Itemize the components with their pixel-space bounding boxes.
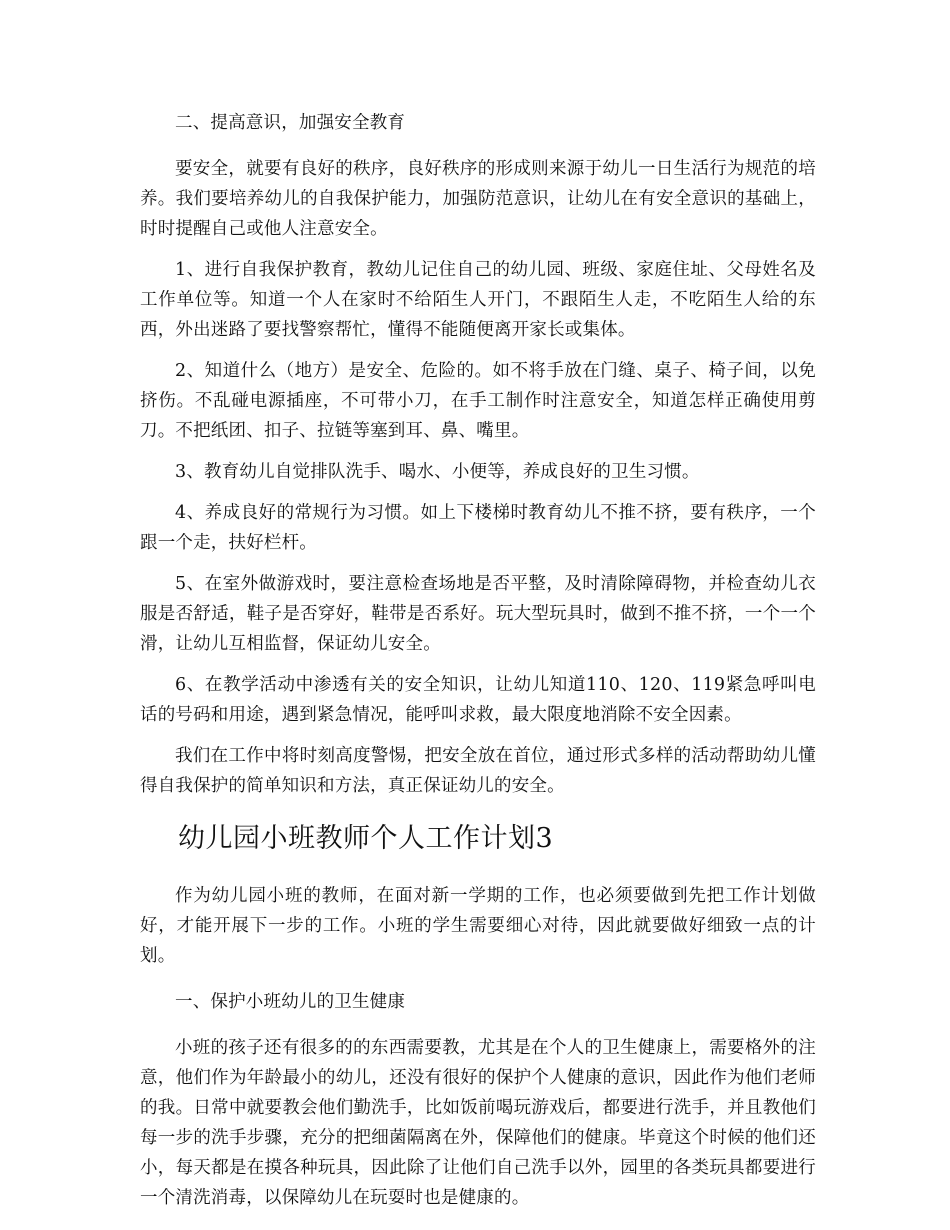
body-paragraph: 作为幼儿园小班的教师，在面对新一学期的工作，也必须要做到先把工作计划做好，才能开展下一步的工作。小班的学生需要细心对待，因此就要做好细致一点的计划。 — [140, 886, 816, 966]
list-item: 1、进行自我保护教育，教幼儿记住自己的幼儿园、班级、家庭住址、父母姓名及工作单位等。知道一个人在家时不给陌生人开门，不跟陌生人走，不吃陌生人给的东西，外出迷路了要找警察帮忙，懂得不能随便离开家长或集体。 — [140, 260, 816, 340]
list-item: 4、养成良好的常规行为习惯。如上下楼梯时教育幼儿不推不挤，要有秩序，一个跟一个走，扶好栏杆。 — [140, 503, 816, 553]
document-page — [140, 108, 816, 1213]
list-item: 5、在室外做游戏时，要注意检查场地是否平整，及时清除障碍物，并检查幼儿衣服是否舒适，鞋子是否穿好，鞋带是否系好。玩大型玩具时，做到不推不挤，一个一个滑，让幼儿互相监督，保证幼儿安全。 — [140, 574, 816, 654]
body-paragraph: 我们在工作中将时刻高度警惕，把安全放在首位，通过形式多样的活动帮助幼儿懂得自我保护的简单知识和方法，真正保证幼儿的安全。 — [140, 746, 816, 796]
section-heading: 二、提高意识，加强安全教育 — [175, 113, 406, 133]
list-item: 3、教育幼儿自觉排队洗手、喝水、小便等，养成良好的卫生习惯。 — [175, 462, 700, 482]
list-item: 2、知道什么（地方）是安全、危险的。如不将手放在门缝、桌子、椅子间，以免挤伤。不乱碰电源插座，不可带小刀，在手工制作时注意安全，知道怎样正确使用剪刀。不把纸团、扣子、拉链等塞到耳、鼻、嘴里。 — [140, 361, 816, 441]
section-heading: 一、保护小班幼儿的卫生健康 — [175, 992, 406, 1012]
body-paragraph: 小班的孩子还有很多的的东西需要教，尤其是在个人的卫生健康上，需要格外的注意，他们作为年龄最小的幼儿，还没有很好的保护个人健康的意识，因此作为他们老师的我。日常中就要教会他们勤洗手，比如饭前喝玩游戏后，都要进行洗手，并且教他们每一步的洗手步骤，充分的把细菌隔离在外，保障他们的健康。毕竟这个时候的他们还小，每天都是在摸各种玩具，因此除了让他们自己洗手以外，园里的各类玩具都要进行一个清洗消毒，以保障幼儿在玩耍时也是健康的。 — [140, 1038, 816, 1208]
body-paragraph: 要安全，就要有良好的秩序，良好秩序的形成则来源于幼儿一日生活行为规范的培养。我们要培养幼儿的自我保护能力，加强防范意识，让幼儿在有安全意识的基础上，时时提醒自己或他人注意安全。 — [140, 159, 816, 239]
list-item: 6、在教学活动中渗透有关的安全知识，让幼儿知道110、120、119紧急呼叫电话的号码和用途，遇到紧急情况，能呼叫求救，最大限度地消除不安全因素。 — [140, 675, 816, 725]
document-title: 幼儿园小班教师个人工作计划3 — [178, 823, 554, 854]
